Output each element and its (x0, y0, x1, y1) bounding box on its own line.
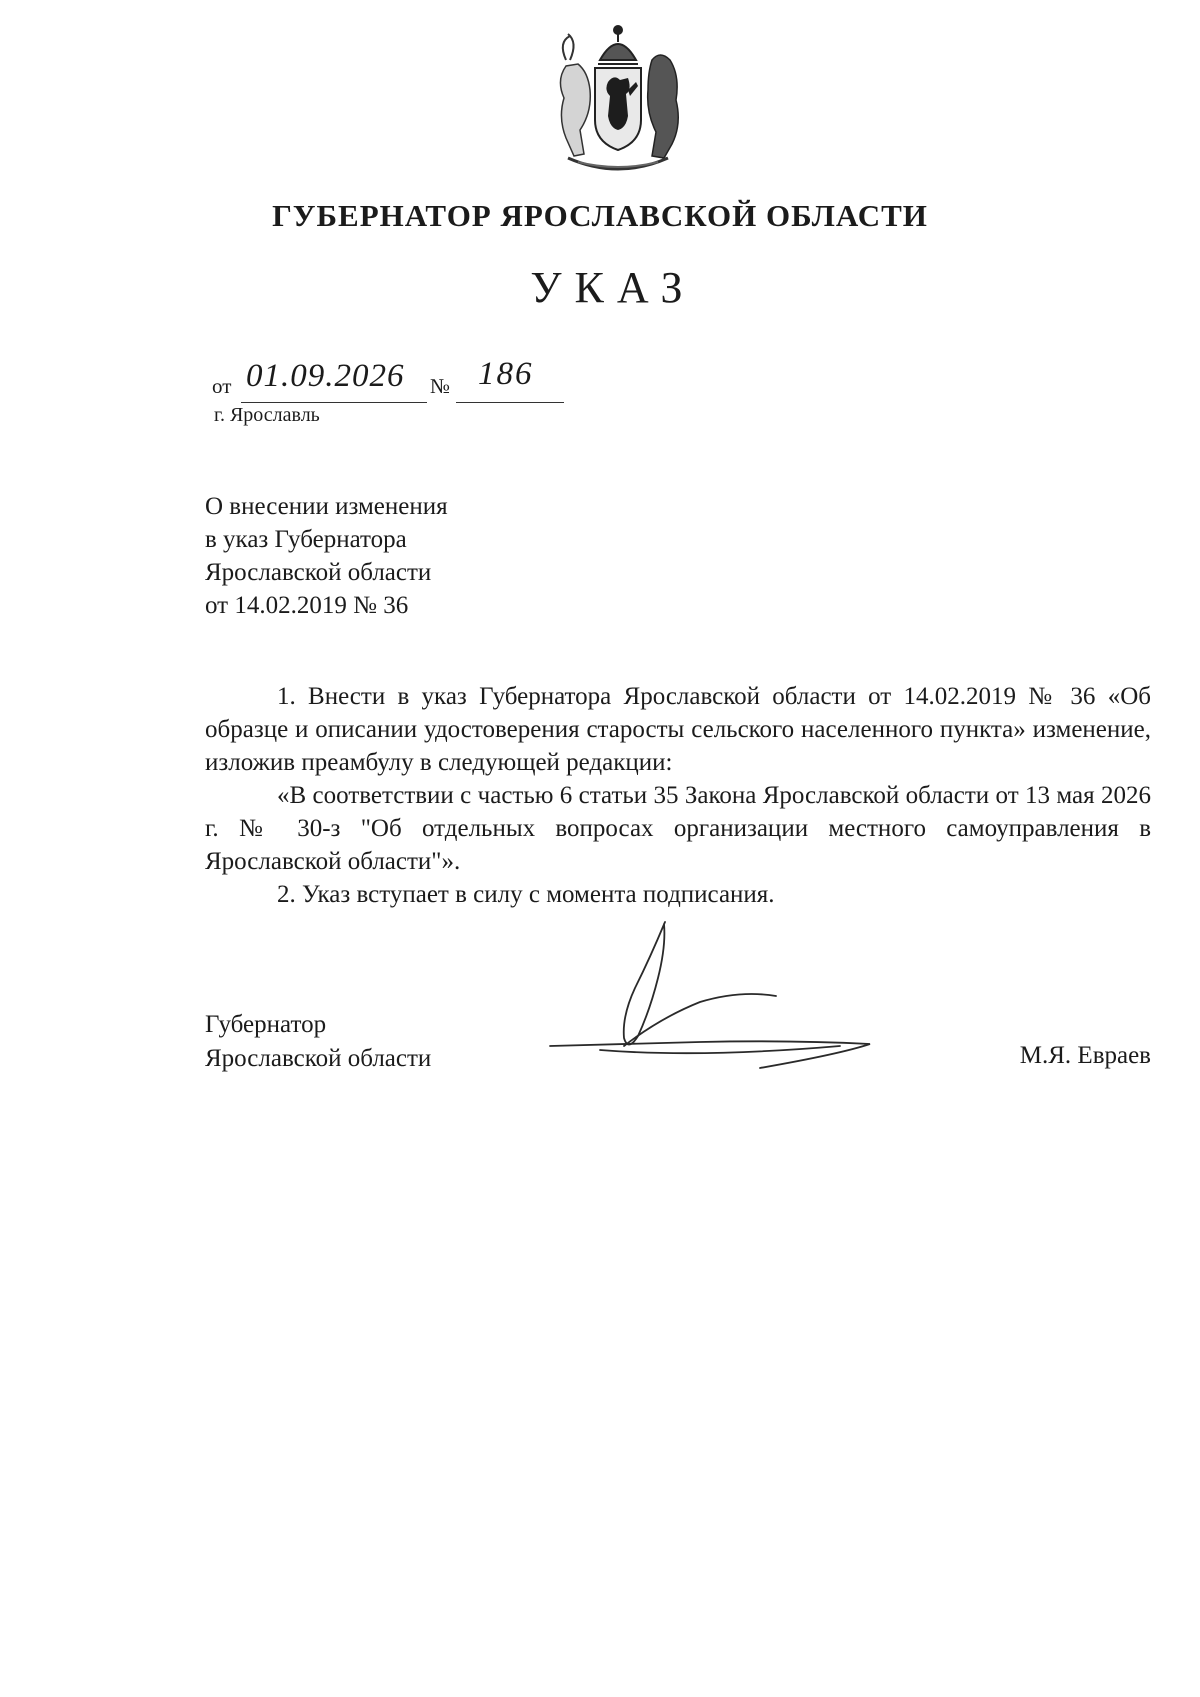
subject-line: Ярославской области (205, 559, 432, 586)
subject-line: О внесении изменения (205, 493, 448, 520)
subject-line: от 14.02.2019 № 36 (205, 592, 409, 619)
document-type-title: УКАЗ (530, 263, 696, 312)
coat-of-arms-icon (548, 20, 688, 175)
date-prefix-label: от (212, 374, 232, 398)
handwritten-date: 01.09.2026 (246, 358, 405, 394)
signatory-name: М.Я. Евраев (1019, 1042, 1151, 1069)
document-subject (205, 490, 448, 622)
number-prefix-label: № (430, 374, 451, 398)
signatory-position (205, 1008, 431, 1076)
handwritten-number: 186 (478, 356, 534, 392)
body-paragraph: 1. Внести в указ Губернатора Ярославской области от 14.02.2019 № 36 «Об образце и описании удостоверения старосты сельского населенного пункта» изменение, изложив преамбулу в следующей редакции: (205, 683, 1151, 776)
issuing-authority-title: ГУБЕРНАТОР ЯРОСЛАВСКОЙ ОБЛАСТИ (272, 198, 928, 233)
handwritten-signature-icon (540, 918, 920, 1083)
subject-line: в указ Губернатора (205, 526, 407, 553)
body-paragraph: «В соответствии с частью 6 статьи 35 Закона Ярославской области от 13 мая 2026 г. № 30-з "Об отдельных вопросах организации местного самоуправления в Ярославской области"». (205, 782, 1151, 875)
position-line: Губернатор (205, 1011, 327, 1038)
issue-city: г. Ярославль (214, 404, 320, 426)
position-line: Ярославской области (205, 1045, 432, 1072)
document-body (205, 680, 1151, 911)
body-paragraph: 2. Указ вступает в силу с момента подписания. (277, 881, 775, 908)
